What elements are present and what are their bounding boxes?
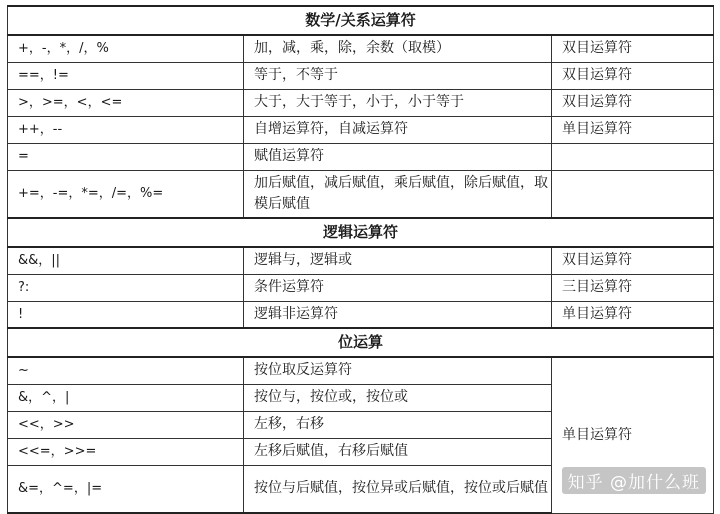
table-row [8, 274, 714, 301]
description-cell: 左移后赋值，右移后赋值 [244, 438, 552, 465]
description-cell: 按位与，按位或，按位或 [244, 384, 552, 411]
table-row [8, 62, 714, 89]
table-row [8, 247, 714, 274]
operator-cell: +，-，*，/，% [8, 35, 244, 62]
type-cell: 单目运算符 [552, 301, 714, 328]
section-header-bitwise [8, 328, 714, 357]
description-cell: 大于，大于等于，小于，小于等于 [244, 89, 552, 116]
operator-cell: &=，^=，|= [8, 465, 244, 513]
description-cell: 条件运算符 [244, 274, 552, 301]
operator-cell: +=，-=，*=，/=，%= [8, 170, 244, 218]
operator-cell: ++，-- [8, 116, 244, 143]
description-cell: 左移，右移 [244, 411, 552, 438]
table-row [8, 357, 714, 384]
operator-cell: ==，!= [8, 62, 244, 89]
section-title: 逻辑运算符 [8, 218, 714, 247]
table-row [8, 35, 714, 62]
operator-cell: ?: [8, 274, 244, 301]
operators-table [7, 5, 714, 514]
description-cell: 加，减，乘，除，余数（取模） [244, 35, 552, 62]
type-cell: 双目运算符 [552, 35, 714, 62]
description-cell: 逻辑非运算符 [244, 301, 552, 328]
operator-cell: &，^，| [8, 384, 244, 411]
table-row [8, 89, 714, 116]
section-title: 位运算 [8, 328, 714, 357]
table-row [8, 301, 714, 328]
operator-cell: &&，|| [8, 247, 244, 274]
type-cell: 三目运算符 [552, 274, 714, 301]
operator-cell: ! [8, 301, 244, 328]
operator-cell: <<，>> [8, 411, 244, 438]
description-cell: 等于，不等于 [244, 62, 552, 89]
description-cell: 赋值运算符 [244, 143, 552, 170]
type-cell: 双目运算符 [552, 247, 714, 274]
table-row [8, 116, 714, 143]
type-cell: 双目运算符 [552, 62, 714, 89]
description-cell: 自增运算符，自减运算符 [244, 116, 552, 143]
watermark: 知乎 @加什么班 [562, 467, 706, 494]
section-header-logic [8, 218, 714, 247]
section-header-math [8, 6, 714, 35]
description-cell: 按位与后赋值，按位异或后赋值，按位或后赋值 [244, 465, 552, 513]
type-cell: 双目运算符 [552, 89, 714, 116]
type-cell: 单目运算符 [552, 116, 714, 143]
section-title: 数学/关系运算符 [8, 6, 714, 35]
table-row [8, 170, 714, 218]
operator-cell: ~ [8, 357, 244, 384]
description-cell: 加后赋值，减后赋值，乘后赋值，除后赋值，取模后赋值 [244, 170, 552, 218]
operator-cell: = [8, 143, 244, 170]
table-row [8, 143, 714, 170]
operator-cell: <<=，>>= [8, 438, 244, 465]
operator-cell: >，>=，<，<= [8, 89, 244, 116]
type-cell-merged: 单目运算符 [552, 357, 714, 513]
type-cell [552, 170, 714, 218]
type-cell [552, 143, 714, 170]
description-cell: 按位取反运算符 [244, 357, 552, 384]
description-cell: 逻辑与，逻辑或 [244, 247, 552, 274]
